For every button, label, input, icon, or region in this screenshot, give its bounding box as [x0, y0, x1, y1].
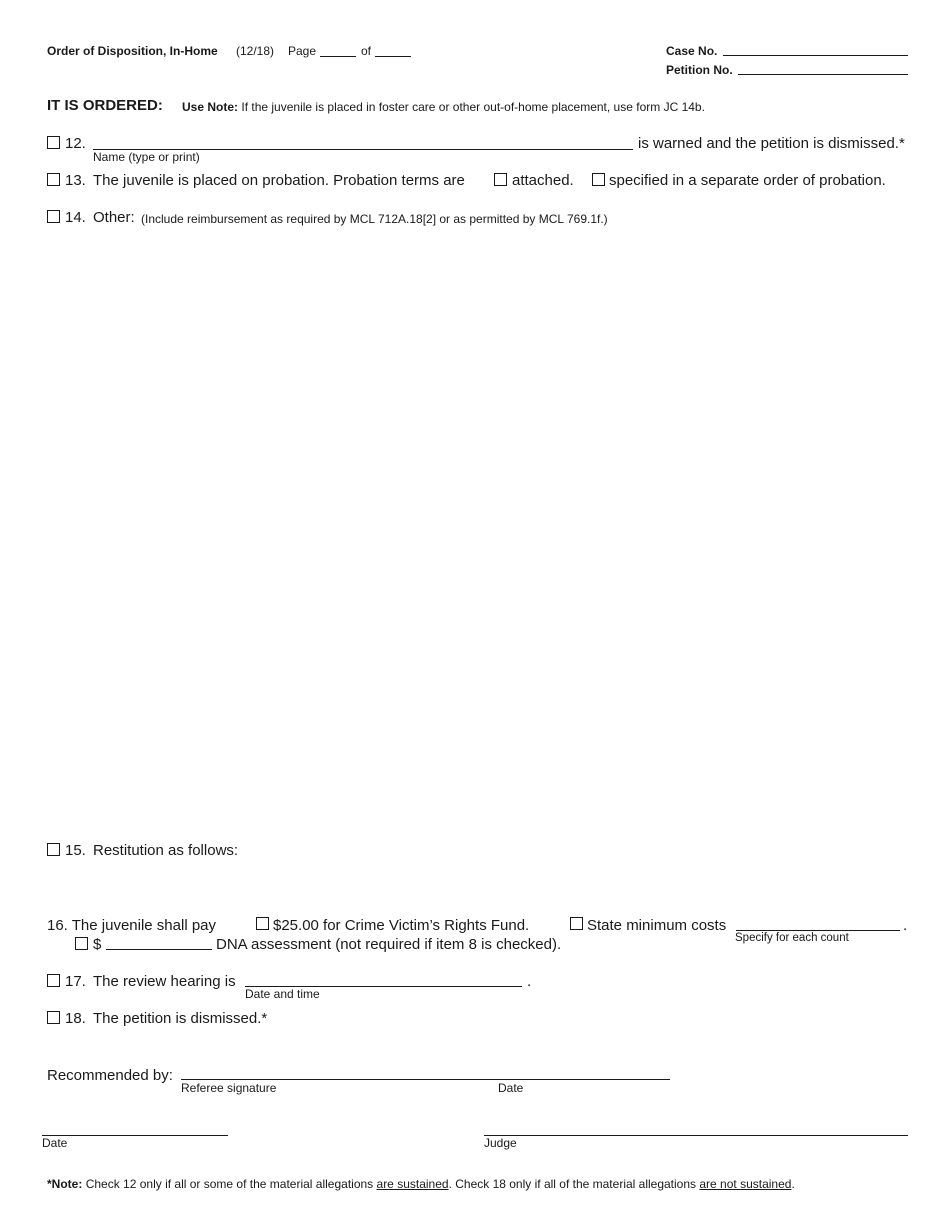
judge-signature-field[interactable] [484, 1135, 908, 1136]
item-15-checkbox[interactable] [47, 843, 60, 856]
item-18-checkbox[interactable] [47, 1011, 60, 1024]
item-16-dna-text: DNA assessment (not required if item 8 is checked). [216, 936, 562, 953]
item-17-checkbox[interactable] [47, 974, 60, 987]
item-17-period: . [527, 973, 532, 990]
item-12-checkbox[interactable] [47, 136, 60, 149]
item-14-checkbox[interactable] [47, 210, 60, 223]
form-version: (12/18) [236, 44, 275, 58]
item-16-lead: 16. The juvenile shall pay [47, 917, 216, 934]
recommended-by-label: Recommended by: [47, 1067, 173, 1084]
item-18-label: The petition is dismissed.* [93, 1010, 268, 1027]
referee-signature-field[interactable] [181, 1079, 670, 1080]
item-13-checkbox[interactable] [47, 173, 60, 186]
item-16-period: . [903, 917, 908, 934]
of-label: of [361, 44, 372, 58]
footnote-part1: Check 12 only if all or some of the material allegations [85, 1177, 374, 1191]
use-note [182, 100, 705, 114]
date-field[interactable] [42, 1135, 228, 1136]
item-12-number: 12. [65, 135, 86, 152]
use-note-label: Use Note: [182, 100, 239, 114]
footnote-part2: . Check 18 only if all of the material allegations [448, 1177, 697, 1191]
item-16-dna-amount-field[interactable] [106, 949, 212, 950]
item-16-state-costs-sub: Specify for each count [735, 932, 849, 944]
ordered-heading: IT IS ORDERED: [47, 97, 163, 114]
page-label: Page [288, 44, 317, 58]
item-16-dna-checkbox[interactable] [75, 937, 88, 950]
item-16-dollar: $ [93, 936, 102, 953]
footnote-sustained: are sustained [376, 1177, 449, 1191]
item-12-text: is warned and the petition is dismissed.* [638, 135, 905, 152]
case-no-label: Case No. [666, 44, 718, 58]
item-16-state-costs-field[interactable] [736, 930, 900, 931]
judge-label: Judge [484, 1136, 517, 1150]
item-16-crime-victim-checkbox[interactable] [256, 917, 269, 930]
page-number-field[interactable] [320, 56, 356, 57]
footnote-label: *Note: [47, 1177, 83, 1191]
item-17-number: 17. [65, 973, 86, 990]
item-17-label: The review hearing is [93, 973, 236, 990]
item-16-crime-victim-label: $25.00 for Crime Victim’s Rights Fund. [273, 917, 530, 934]
item-13-separate-checkbox[interactable] [592, 173, 605, 186]
footnote [47, 1177, 795, 1191]
page-total-field[interactable] [375, 56, 411, 57]
item-16-state-costs-label: State minimum costs [587, 917, 727, 934]
date-label: Date [42, 1136, 68, 1150]
footnote-end: . [791, 1177, 795, 1191]
item-13-separate-label: specified in a separate order of probation. [609, 172, 886, 189]
item-14-note: (Include reimbursement as required by MCL 712A.18[2] or as permitted by MCL 769.1f.) [141, 212, 608, 226]
item-14-label: Other: [93, 209, 135, 226]
item-18-number: 18. [65, 1010, 86, 1027]
referee-signature-label: Referee signature [181, 1081, 277, 1095]
petition-no-field[interactable] [738, 74, 908, 75]
item-15-text-area[interactable] [93, 862, 908, 907]
item-14-text-area[interactable] [93, 235, 908, 825]
item-12-sub-label: Name (type or print) [93, 150, 200, 164]
item-17-sub-label: Date and time [245, 987, 320, 1001]
item-16-state-costs-checkbox[interactable] [570, 917, 583, 930]
item-13-attached-label: attached. [512, 172, 574, 189]
use-note-text: If the juvenile is placed in foster care or other out-of-home placement, use form JC 14b. [241, 100, 705, 114]
item-15-number: 15. [65, 842, 86, 859]
item-13-attached-checkbox[interactable] [494, 173, 507, 186]
item-14-number: 14. [65, 209, 86, 226]
item-13-number: 13. [65, 172, 86, 189]
footnote-not-sustained: are not sustained [699, 1177, 792, 1191]
referee-date-label: Date [498, 1081, 524, 1095]
case-no-field[interactable] [723, 55, 908, 56]
form-title: Order of Disposition, In-Home [47, 44, 218, 58]
petition-no-label: Petition No. [666, 63, 733, 77]
item-15-label: Restitution as follows: [93, 842, 239, 859]
item-13-text: The juvenile is placed on probation. Probation terms are [93, 172, 465, 189]
